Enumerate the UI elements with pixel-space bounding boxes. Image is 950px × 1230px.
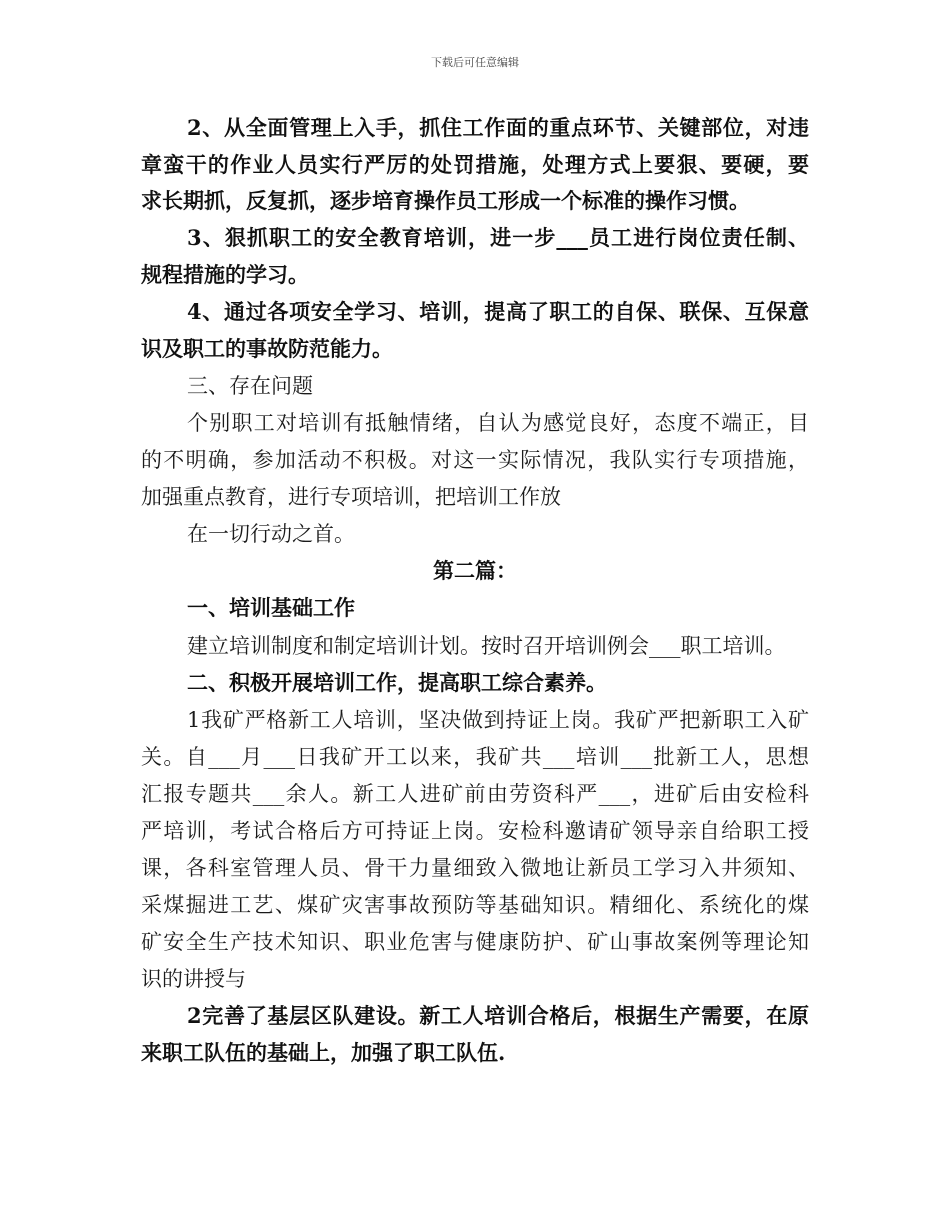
paragraph-line: 汇报专题共___余人。新工人进矿前由劳资科严___，进矿后由安检科 — [141, 782, 809, 806]
paragraph-line: 采煤掘进工艺、煤矿灾害事故预防等基础知识。精细化、系统化的煤 — [141, 893, 809, 917]
paragraph-line: 课，各科室管理人员、骨干力量细致入微地让新员工学习入井须知、 — [141, 856, 809, 880]
paragraph-line: 4、通过各项安全学习、培训，提高了职工的自保、联保、互保意 — [187, 299, 809, 324]
paragraph-line: 3、狠抓职工的安全教育培训，进一步___员工进行岗位责任制、 — [187, 225, 809, 250]
paragraph-line: 规程措施的学习。 — [141, 262, 309, 287]
section-heading: 二、积极开展培训工作，提高职工综合素养。 — [187, 670, 607, 695]
paragraph-line: 建立培训制度和制定培训计划。按时召开培训例会___职工培训。 — [187, 634, 786, 658]
paragraph-line: 识的讲授与 — [141, 967, 246, 991]
paragraph-line: 来职工队伍的基础上，加强了职工队伍. — [141, 1040, 506, 1065]
paragraph-line: 2、从全面管理上入手，抓住工作面的重点环节、关键部位，对违 — [187, 115, 809, 140]
paragraph-line: 加强重点教育，进行专项培训，把培训工作放 — [141, 485, 561, 509]
paragraph-line: 章蛮干的作业人员实行严厉的处罚措施，处理方式上要狠、要硬，要 — [141, 152, 809, 177]
paragraph-line: 在一切行动之首。 — [187, 522, 355, 546]
paragraph-line: 识及职工的事故防范能力。 — [141, 336, 393, 361]
paragraph-line: 矿安全生产技术知识、职业危害与健康防护、矿山事故案例等理论知 — [141, 930, 809, 954]
paragraph-line: 的不明确，参加活动不积极。对这一实际情况，我队实行专项措施， — [141, 448, 809, 472]
section-title: 第二篇： — [433, 558, 517, 583]
paragraph-line: 关。自___月___日我矿开工以来，我矿共___培训___批新工人，思想 — [141, 745, 809, 769]
paragraph-line: 2完善了基层区队建设。新工人培训合格后，根据生产需要，在原 — [187, 1003, 809, 1028]
section-heading: 三、存在问题 — [187, 374, 313, 398]
paragraph-line: 个别职工对培训有抵触情绪，自认为感觉良好，态度不端正，目 — [187, 411, 809, 435]
paragraph-line: 1我矿严格新工人培训，坚决做到持证上岗。我矿严把新职工入矿 — [187, 708, 809, 732]
page-header: 下载后可任意编辑 — [431, 56, 519, 69]
paragraph-line: 求长期抓，反复抓，逐步培育操作员工形成一个标准的操作习惯。 — [141, 188, 750, 213]
paragraph-line: 严培训，考试合格后方可持证上岗。安检科邀请矿领导亲自给职工授 — [141, 819, 809, 843]
section-heading: 一、培训基础工作 — [187, 595, 355, 620]
